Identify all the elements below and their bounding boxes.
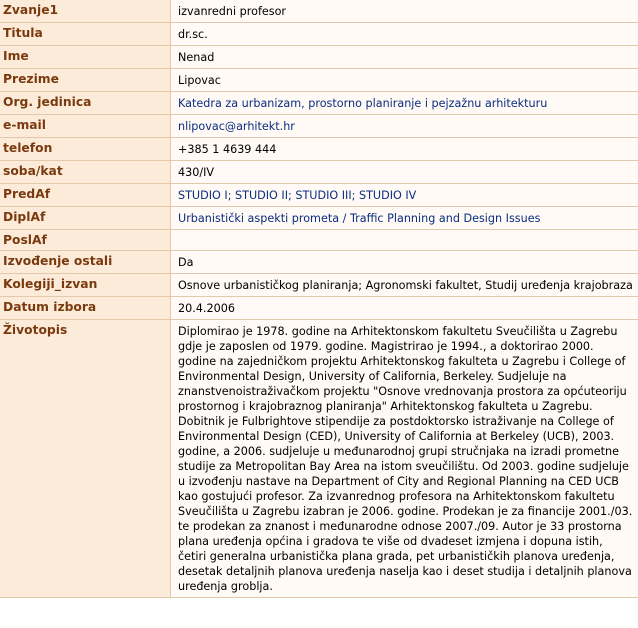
row-titula xyxy=(0,23,638,46)
diplaf-link[interactable]: Urbanistički aspekti prometa / Traffic Planning and Design Issues xyxy=(178,212,541,225)
value-titula: dr.sc. xyxy=(171,23,638,45)
row-ime xyxy=(0,46,638,69)
label-org-jedinica: Org. jedinica xyxy=(0,92,171,114)
row-datum-izbora xyxy=(0,297,638,320)
row-zivotopis xyxy=(0,320,638,598)
label-diplaf: DiplAf xyxy=(0,207,171,229)
value-prezime: Lipovac xyxy=(171,69,638,91)
value-ime: Nenad xyxy=(171,46,638,68)
row-org-jedinica xyxy=(0,92,638,115)
value-zvanje: izvanredni profesor xyxy=(171,0,638,22)
value-poslaf xyxy=(171,230,638,250)
label-predaf: PredAf xyxy=(0,184,171,206)
row-telefon xyxy=(0,138,638,161)
label-datum-izbora: Datum izbora xyxy=(0,297,171,319)
label-zvanje: Zvanje1 xyxy=(0,0,171,22)
row-soba-kat xyxy=(0,161,638,184)
value-kolegiji-izvan: Osnove urbanističkog planiranja; Agronomski fakultet, Studij uređenja krajobraza xyxy=(171,274,638,296)
email-link[interactable]: nlipovac@arhitekt.hr xyxy=(178,120,295,133)
row-diplaf xyxy=(0,207,638,230)
row-email xyxy=(0,115,638,138)
label-kolegiji-izvan: Kolegiji_izvan xyxy=(0,274,171,296)
label-email: e-mail xyxy=(0,115,171,137)
label-soba-kat: soba/kat xyxy=(0,161,171,183)
label-poslaf: PoslAf xyxy=(0,230,171,250)
label-titula: Titula xyxy=(0,23,171,45)
row-predaf xyxy=(0,184,638,207)
label-telefon: telefon xyxy=(0,138,171,160)
label-prezime: Prezime xyxy=(0,69,171,91)
org-jedinica-link[interactable]: Katedra za urbanizam, prostorno planiranje i pejzažnu arhitekturu xyxy=(178,97,548,110)
row-prezime xyxy=(0,69,638,92)
label-ime: Ime xyxy=(0,46,171,68)
value-izvodenje-ostali: Da xyxy=(171,251,638,273)
value-zivotopis: Diplomirao je 1978. godine na Arhitektonskom fakultetu Sveučilišta u Zagrebu gdje je zaposlen od 1979. godine. Magistrirao je 1994., a doktorirao 2000. godine na zajedničkom projektu Arhitektonskog fakulteta u Zagrebu i College of Environmental Design, University of California, Berkeley. Sudjeluje na znanstvenoistraživačkom projektu "Osnove vrednovanja prostora za općuteoriju prostornog i krajobraznog planiranja" Arhitektonskog fakulteta u Zagrebu. Dobitnik je Fulbrightove stipendije za postdoktorsko istraživanje na College of Environmental Design (CED), University of California at Berkeley (UCB), 2003. godine, a 2006. sudjeluje u međunarodnoj grupi stručnjaka na izradi prometne studije za Metropolitan Bay Area na istom sveučilištu. Od 2003. godine sudjeluje u izvođenju nastave na Department of City and Regional Planning na CED UCB kao gostujući profesor. Za izvanrednog profesora na Arhitektonskom fakultetu Sveučilišta u Zagrebu izabran je 2006. godine. Prodekan je za financije 2001./03. te prodekan za znanost i međunarodne odnose 2007./09. Autor je 33 prostorna plana uređenja općina i gradova te više od dvadeset izmjena i dopuna istih, četiri generalna urbanistička plana grada, pet urbanističkih planova uređenja, desetak detaljnih planova uređenja naselja kao i deset studija i detaljnih planova uređenja groblja. xyxy=(171,320,638,597)
value-soba-kat: 430/IV xyxy=(171,161,638,183)
predaf-link[interactable]: STUDIO I; STUDIO II; STUDIO III; STUDIO IV xyxy=(178,189,417,202)
value-telefon: +385 1 4639 444 xyxy=(171,138,638,160)
value-datum-izbora: 20.4.2006 xyxy=(171,297,638,319)
row-izvodenje-ostali xyxy=(0,251,638,274)
value-diplaf xyxy=(171,207,638,229)
value-org-jedinica xyxy=(171,92,638,114)
label-izvodenje-ostali: Izvođenje ostali xyxy=(0,251,171,273)
row-zvanje xyxy=(0,0,638,23)
label-zivotopis: Životopis xyxy=(0,320,171,597)
row-poslaf xyxy=(0,230,638,251)
value-predaf xyxy=(171,184,638,206)
value-email xyxy=(171,115,638,137)
row-kolegiji-izvan xyxy=(0,274,638,297)
